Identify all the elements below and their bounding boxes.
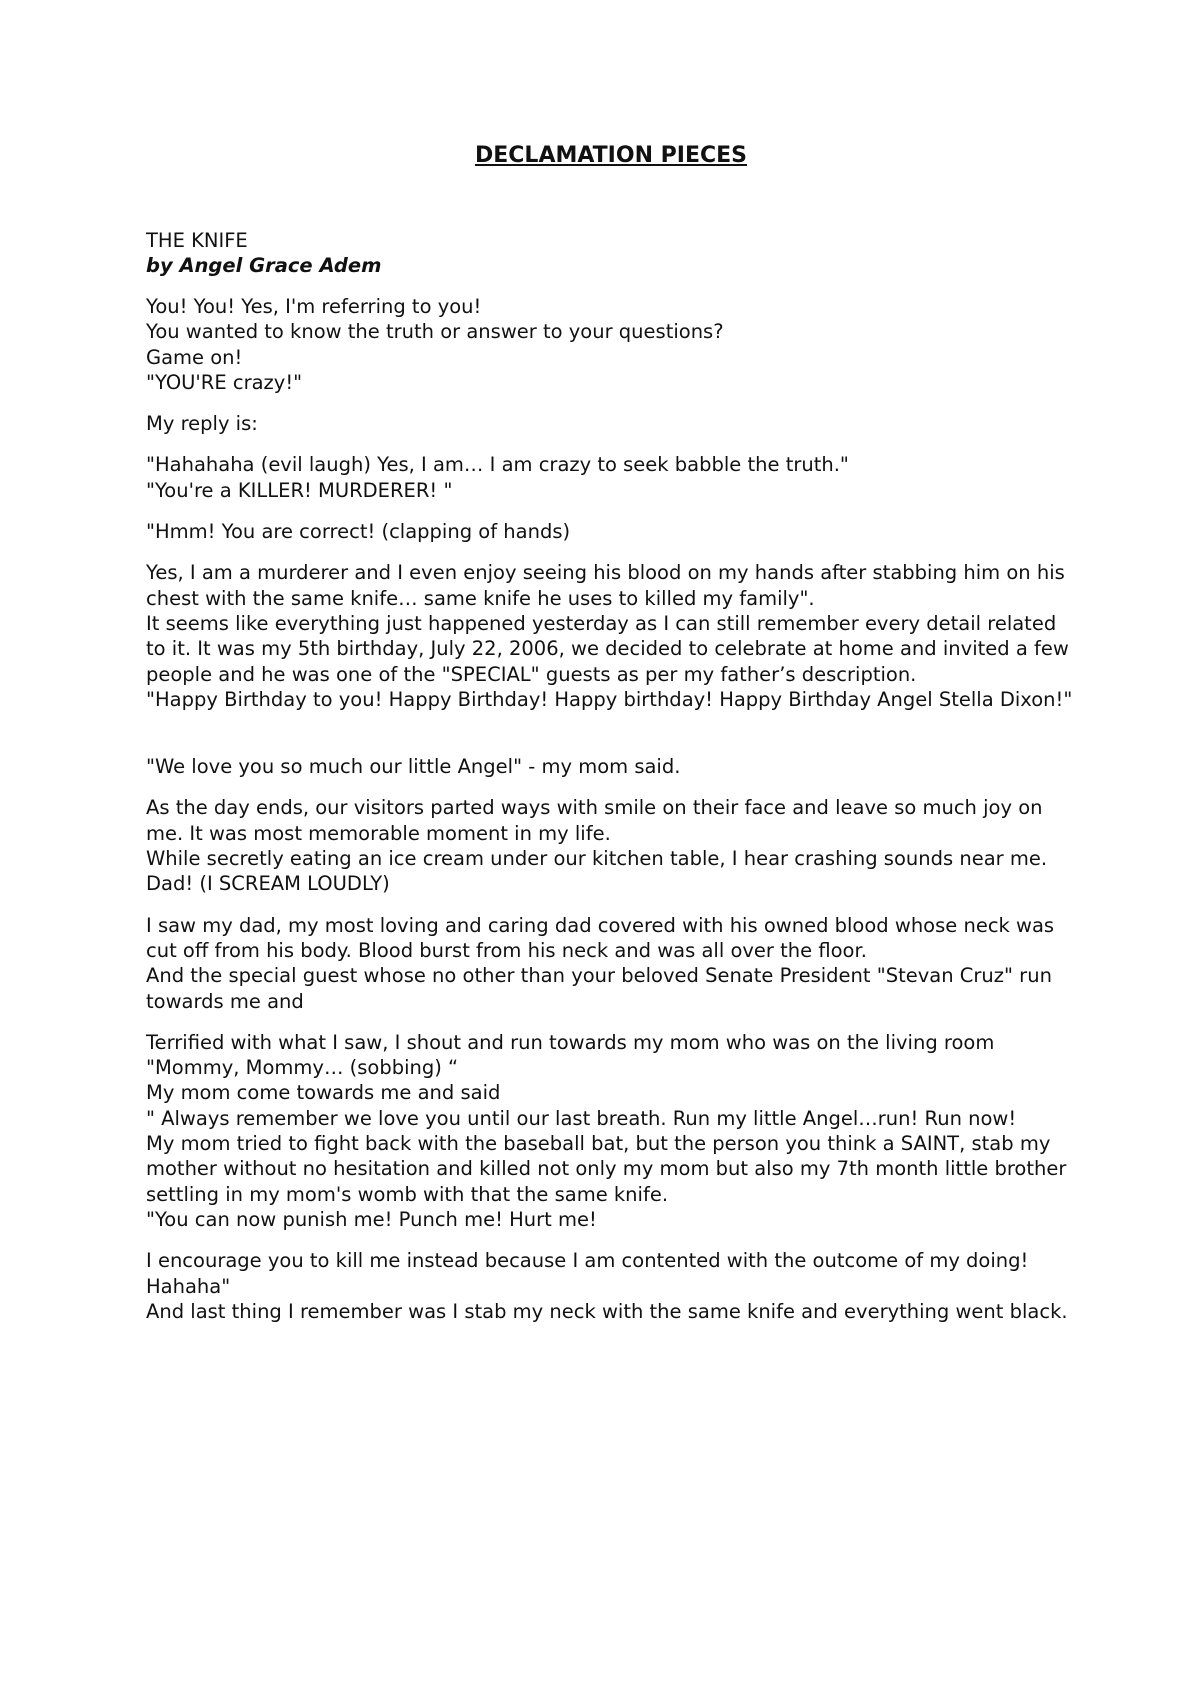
paragraph-line: While secretly eating an ice cream under our kitchen table, I hear crashing sounds near me. — [146, 847, 1048, 871]
document-body — [146, 142, 1076, 1340]
paragraph-line: My mom come towards me and said — [146, 1081, 501, 1105]
paragraph — [146, 913, 1076, 1014]
paragraph — [146, 754, 1076, 779]
paragraph — [146, 452, 1076, 503]
paragraph-line: "YOU'RE crazy!" — [146, 370, 303, 394]
paragraph — [146, 411, 1076, 436]
paragraph-line: And last thing I remember was I stab my neck with the same knife and everything went black. — [146, 1299, 1068, 1323]
document-title: DECLAMATION PIECES — [474, 143, 747, 168]
piece-title: THE KNIFE — [146, 229, 248, 252]
paragraph-line: "Happy Birthday to you! Happy Birthday! Happy birthday! Happy Birthday Angel Stella Dixon!" — [146, 687, 1073, 711]
paragraph-line: You wanted to know the truth or answer to your questions? — [146, 320, 724, 344]
paragraph-line: My mom tried to fight back with the baseball bat, but the person you think a SAINT, stab my mother without no hesitation and killed not only my mom but also my 7th month little brother settling in my mom's womb with that the same knife. — [146, 1132, 1067, 1206]
paragraph-line: Game on! — [146, 345, 243, 369]
paragraph — [146, 294, 1076, 395]
paragraph — [146, 560, 1076, 712]
paragraph-line: It seems like everything just happened yesterday as I can still remember every detail related to it. It was my 5th birthday, July 22, 2006, we decided to celebrate at home and invited a few people and he was one of the "SPECIAL" guests as per my father’s description. — [146, 611, 1069, 686]
paragraph-line: My reply is: — [146, 412, 258, 436]
paragraph-line: I encourage you to kill me instead because I am contented with the outcome of my doing! Hahaha" — [146, 1249, 1029, 1298]
paragraph-line: "You're a KILLER! MURDERER! " — [146, 478, 453, 502]
paragraph — [146, 795, 1076, 896]
paragraph-list — [146, 294, 1076, 1324]
paragraph-line: "We love you so much our little Angel" - my mom said. — [146, 755, 681, 779]
paragraph — [146, 1030, 1076, 1232]
paragraph-line: " Always remember we love you until our last breath. Run my little Angel…run! Run now! — [146, 1106, 1017, 1130]
paragraph — [146, 1248, 1076, 1324]
paragraph — [146, 519, 1076, 544]
piece-author: by Angel Grace Adem — [146, 254, 382, 277]
paragraph-line: You! You! Yes, I'm referring to you! — [146, 295, 482, 318]
paragraph-line: "Hmm! You are correct! (clapping of hands) — [146, 520, 571, 544]
paragraph-line: Yes, I am a murderer and I even enjoy seeing his blood on my hands after stabbing him on his chest with the same knife… same knife he uses to killed my family". — [146, 561, 1065, 610]
paragraph-line: As the day ends, our visitors parted ways with smile on their face and leave so much joy on me. It was most memorable moment in my life. — [146, 796, 1043, 845]
paragraph-line: Dad! (I SCREAM LOUDLY) — [146, 872, 390, 896]
paragraph-line: "Hahahaha (evil laugh) Yes, I am… I am crazy to seek babble the truth." — [146, 453, 849, 477]
paragraph-line: I saw my dad, my most loving and caring dad covered with his owned blood whose neck was cut off from his body. Blood burst from his neck and was all over the floor. — [146, 913, 1055, 962]
paragraph-line: "You can now punish me! Punch me! Hurt me! — [146, 1207, 597, 1231]
paragraph-line: "Mommy, Mommy… (sobbing) “ — [146, 1056, 459, 1080]
paragraph-line: Terrified with what I saw, I shout and run towards my mom who was on the living room — [146, 1030, 995, 1054]
paragraph-line: And the special guest whose no other than your beloved Senate President "Stevan Cruz" run towards me and — [146, 964, 1052, 1013]
